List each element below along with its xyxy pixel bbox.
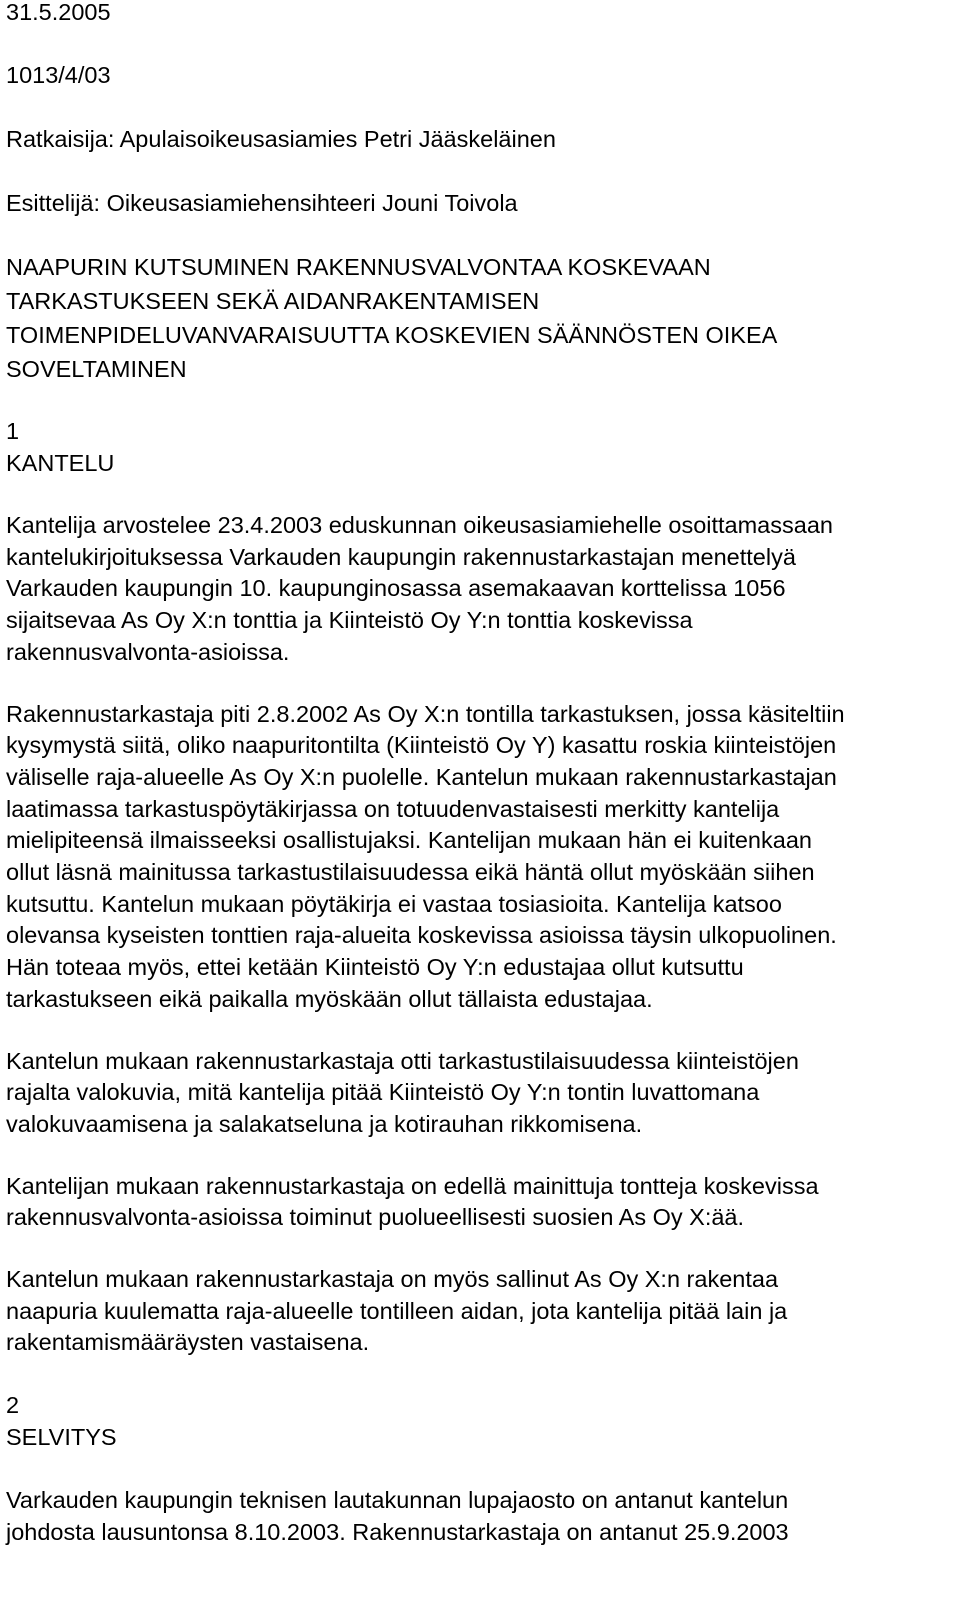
presenter-line: Esittelijä: Oikeusasiamiehensihteeri Jouni Toivola bbox=[6, 190, 518, 216]
paragraph-line: kantelukirjoituksessa Varkauden kaupungin rakennustarkastajan menettelyä bbox=[6, 543, 796, 570]
paragraph-line: tarkastukseen eikä paikalla myöskään ollut tällaista edustajaa. bbox=[6, 985, 653, 1012]
paragraph-line: mielipiteensä ilmaisseeksi osallistujaksi. Kantelijan mukaan hän ei kuitenkaan bbox=[6, 827, 812, 854]
paragraph-line: Varkauden kaupungin 10. kaupunginosassa asemakaavan korttelissa 1056 bbox=[6, 575, 786, 602]
paragraph-line: rakennusvalvonta-asioissa toiminut puolueellisesti suosien As Oy X:ää. bbox=[6, 1204, 745, 1231]
paragraph bbox=[6, 1484, 956, 1548]
title-line: TARKASTUKSEEN SEKÄ AIDANRAKENTAMISEN bbox=[6, 288, 540, 314]
paragraph bbox=[6, 699, 956, 1016]
title-line: NAAPURIN KUTSUMINEN RAKENNUSVALVONTAA KOSKEVAAN bbox=[6, 254, 711, 280]
paragraph bbox=[6, 510, 956, 669]
paragraph-line: valokuvaamisena ja salakatseluna ja kotirauhan rikkomisena. bbox=[6, 1110, 643, 1137]
title-line: SOVELTAMINEN bbox=[6, 356, 187, 382]
solver-line: Ratkaisija: Apulaisoikeusasiamies Petri Jääskeläinen bbox=[6, 126, 556, 152]
paragraph-line: Kantelun mukaan rakennustarkastaja otti tarkastustilaisuudessa kiinteistöjen bbox=[6, 1047, 799, 1074]
paragraph-line: väliselle raja-alueelle As Oy X:n puolelle. Kantelun mukaan rakennustarkastajan bbox=[6, 763, 837, 790]
section-number: 1 bbox=[6, 418, 20, 444]
paragraph-line: Kantelijan mukaan rakennustarkastaja on edellä mainittuja tontteja koskevissa bbox=[6, 1172, 819, 1199]
paragraph-line: Kantelija arvostelee 23.4.2003 eduskunnan oikeusasiamiehelle osoittamassaan bbox=[6, 512, 833, 538]
paragraph bbox=[6, 1046, 956, 1141]
paragraph-line: rakentamismääräysten vastaisena. bbox=[6, 1329, 370, 1356]
title-line: TOIMENPIDELUVANVARAISUUTTA KOSKEVIEN SÄÄNNÖSTEN OIKEA bbox=[6, 322, 778, 348]
section-title: SELVITYS bbox=[6, 1424, 117, 1451]
section-heading-1 bbox=[6, 415, 956, 479]
paragraph-line: sijaitsevaa As Oy X:n tonttia ja Kiinteistö Oy Y:n tonttia koskevissa bbox=[6, 607, 693, 634]
document-title bbox=[6, 250, 956, 386]
paragraph-line: ollut läsnä mainitussa tarkastustilaisuudessa eikä häntä ollut myöskään siihen bbox=[6, 859, 815, 886]
document-page bbox=[6, 0, 956, 1548]
paragraph-line: laatimassa tarkastuspöytäkirjassa on totuudenvastaisesti merkitty kantelija bbox=[6, 795, 780, 822]
section-heading-2 bbox=[6, 1389, 956, 1453]
paragraph bbox=[6, 1171, 956, 1234]
paragraph-line: rajalta valokuvia, mitä kantelija pitää Kiinteistö Oy Y:n tontin luvattomana bbox=[6, 1079, 760, 1106]
paragraph-line: naapuria kuulematta raja-alueelle tontilleen aidan, jota kantelija pitää lain ja bbox=[6, 1297, 788, 1324]
section-number: 2 bbox=[6, 1392, 20, 1419]
paragraph-line: kysymystä siitä, oliko naapuritontilta (Kiinteistö Oy Y) kasattu roskia kiinteistöjen bbox=[6, 732, 837, 759]
paragraph-line: Hän toteaa myös, ettei ketään Kiinteistö Oy Y:n edustajaa ollut kutsuttu bbox=[6, 954, 744, 981]
section-title: KANTELU bbox=[6, 450, 115, 476]
paragraph-line: kutsuttu. Kantelun mukaan pöytäkirja ei vastaa tosiasioita. Kantelija katsoo bbox=[6, 890, 782, 917]
paragraph-line: Rakennustarkastaja piti 2.8.2002 As Oy X:n tontilla tarkastuksen, jossa käsiteltiin bbox=[6, 700, 845, 727]
paragraph bbox=[6, 1264, 956, 1359]
paragraph-line: olevansa kyseisten tonttien raja-alueita koskevissa asioissa täysin ulkopuolinen. bbox=[6, 922, 837, 949]
document-number: 1013/4/03 bbox=[6, 62, 111, 88]
paragraph-line: rakennusvalvonta-asioissa. bbox=[6, 638, 290, 665]
paragraph-line: johdosta lausuntonsa 8.10.2003. Rakennustarkastaja on antanut 25.9.2003 bbox=[6, 1519, 789, 1546]
document-date: 31.5.2005 bbox=[6, 0, 111, 25]
paragraph-line: Varkauden kaupungin teknisen lautakunnan lupajaosto on antanut kantelun bbox=[6, 1487, 789, 1514]
paragraph-line: Kantelun mukaan rakennustarkastaja on myös sallinut As Oy X:n rakentaa bbox=[6, 1266, 779, 1293]
